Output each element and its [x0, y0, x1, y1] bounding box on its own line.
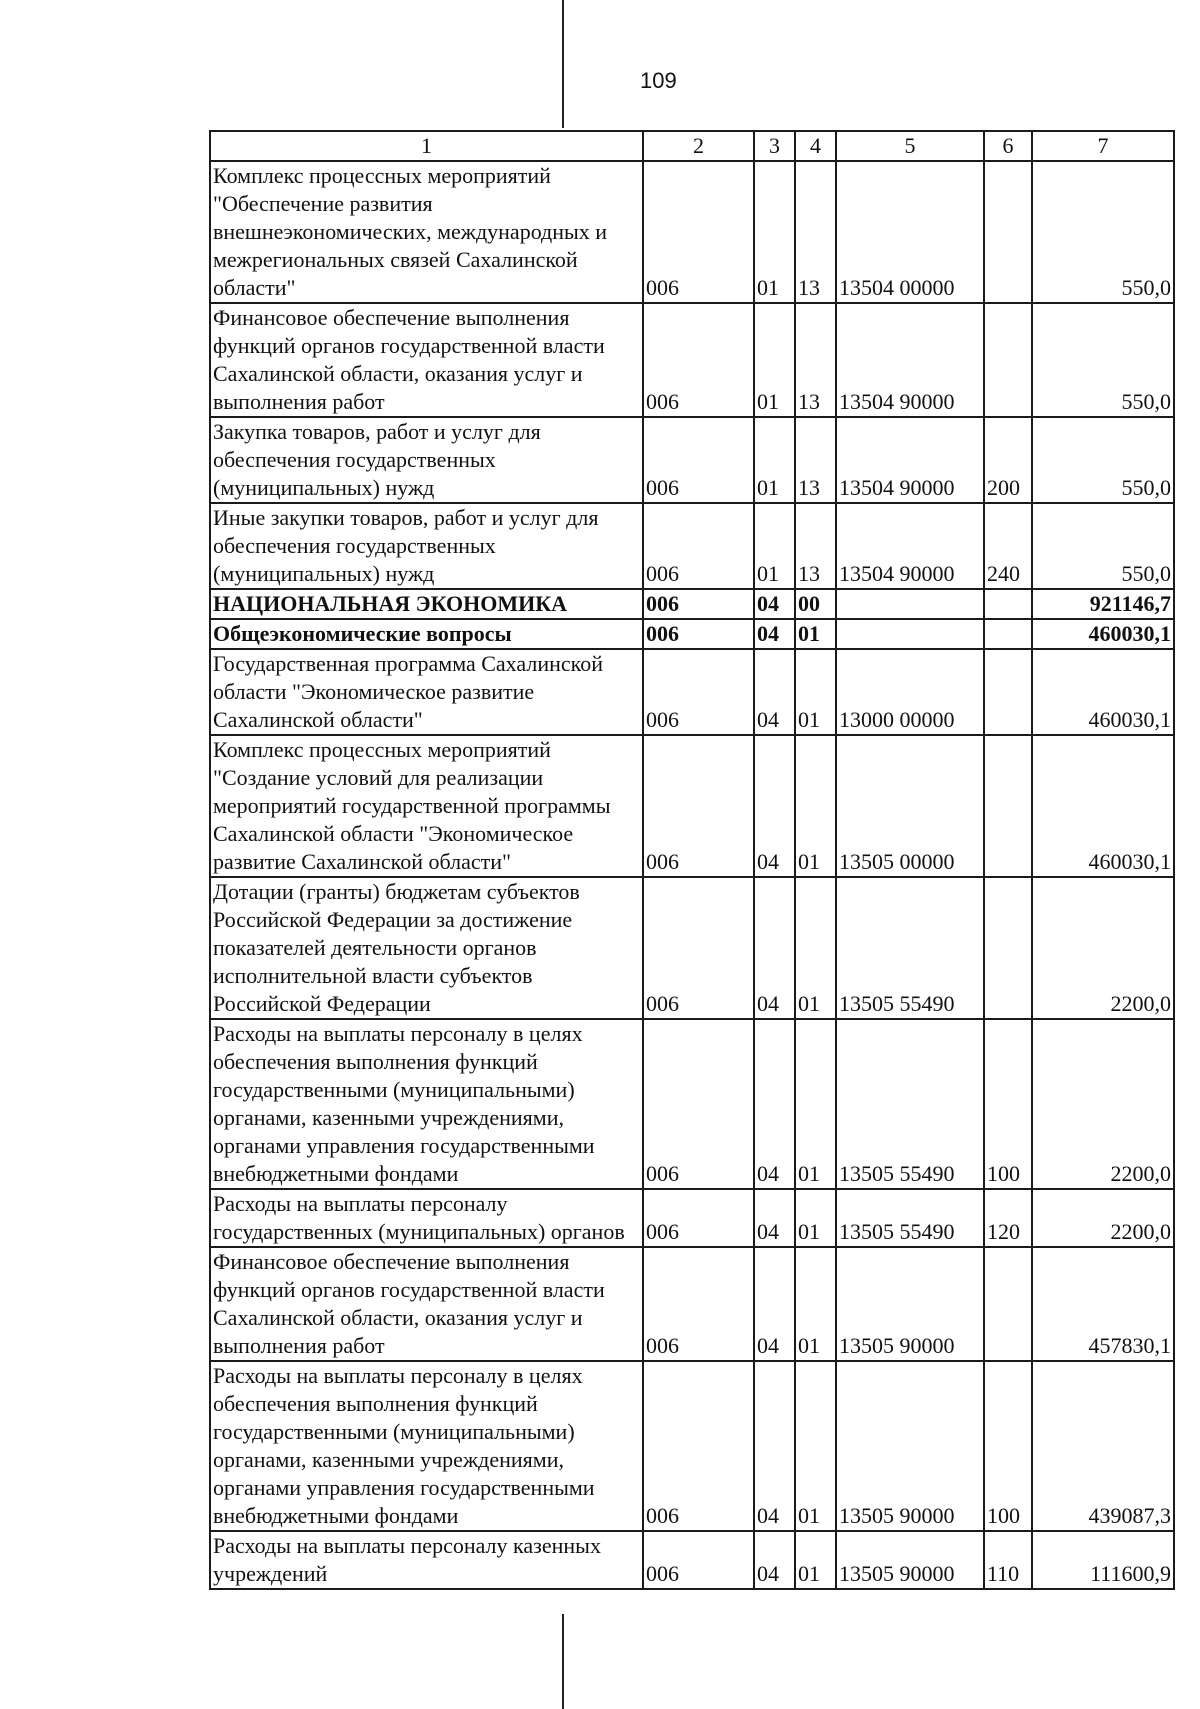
item-name-cell: Комплекс процессных мероприятий "Создание условий для реализации мероприятий государственной программы Сахалинской области "Экономическое развитие Сахалинской области"	[210, 735, 643, 877]
amount-cell: 457830,1	[1032, 1247, 1174, 1361]
item-name-cell: Расходы на выплаты персоналу в целях обеспечения выполнения функций государственными (муниципальными) органами, казенными учреждениями, органами управления государственными внебюджетными фондами	[210, 1361, 643, 1531]
subsection-code-cell: 01	[795, 877, 836, 1019]
target-item-code-cell: 13505 55490	[836, 1189, 984, 1247]
amount-cell: 550,0	[1032, 161, 1174, 303]
item-name-cell: Расходы на выплаты персоналу в целях обеспечения выполнения функций государственными (муниципальными) органами, казенными учреждениями, органами управления государственными внебюджетными фондами	[210, 1019, 643, 1189]
expense-type-code-cell: 100	[984, 1361, 1032, 1531]
ministry-code-cell: 006	[643, 735, 754, 877]
table-row	[210, 1247, 1174, 1361]
item-name-cell: Расходы на выплаты персоналу казенных учреждений	[210, 1531, 643, 1589]
section-code-cell: 04	[754, 1019, 795, 1189]
section-code-cell: 04	[754, 1247, 795, 1361]
subsection-code-cell: 13	[795, 161, 836, 303]
ministry-code-cell: 006	[643, 1361, 754, 1531]
item-name-cell: НАЦИОНАЛЬНАЯ ЭКОНОМИКА	[210, 589, 643, 619]
target-item-code-cell: 13505 55490	[836, 877, 984, 1019]
page-number: 109	[640, 68, 677, 93]
column-number-row	[210, 131, 1174, 161]
ministry-code-cell: 006	[643, 619, 754, 649]
column-header: 7	[1032, 131, 1174, 161]
table-row	[210, 649, 1174, 735]
expense-type-code-cell: 200	[984, 417, 1032, 503]
table-row	[210, 1531, 1174, 1589]
target-item-code-cell: 13504 90000	[836, 303, 984, 417]
ministry-code-cell: 006	[643, 1247, 754, 1361]
expense-type-code-cell	[984, 877, 1032, 1019]
amount-cell: 460030,1	[1032, 649, 1174, 735]
section-code-cell: 01	[754, 303, 795, 417]
target-item-code-cell: 13504 00000	[836, 161, 984, 303]
column-header: 6	[984, 131, 1032, 161]
section-code-cell: 04	[754, 1189, 795, 1247]
table-row	[210, 619, 1174, 649]
section-code-cell: 01	[754, 417, 795, 503]
amount-cell: 460030,1	[1032, 735, 1174, 877]
expense-type-code-cell: 100	[984, 1019, 1032, 1189]
column-header: 3	[754, 131, 795, 161]
expense-type-code-cell	[984, 1247, 1032, 1361]
item-name-cell: Финансовое обеспечение выполнения функций органов государственной власти Сахалинской области, оказания услуг и выполнения работ	[210, 1247, 643, 1361]
target-item-code-cell: 13000 00000	[836, 649, 984, 735]
subsection-code-cell: 01	[795, 1019, 836, 1189]
ministry-code-cell: 006	[643, 1531, 754, 1589]
ministry-code-cell: 006	[643, 649, 754, 735]
target-item-code-cell: 13505 55490	[836, 1019, 984, 1189]
budget-table-body	[210, 161, 1174, 1589]
item-name-cell: Иные закупки товаров, работ и услуг для обеспечения государственных (муниципальных) нужд	[210, 503, 643, 589]
section-code-cell: 04	[754, 1361, 795, 1531]
target-item-code-cell: 13505 90000	[836, 1361, 984, 1531]
column-header: 1	[210, 131, 643, 161]
amount-cell: 2200,0	[1032, 1189, 1174, 1247]
ministry-code-cell: 006	[643, 589, 754, 619]
section-code-cell: 01	[754, 503, 795, 589]
ministry-code-cell: 006	[643, 877, 754, 1019]
section-code-cell: 04	[754, 589, 795, 619]
expense-type-code-cell	[984, 589, 1032, 619]
subsection-code-cell: 01	[795, 1247, 836, 1361]
subsection-code-cell: 01	[795, 649, 836, 735]
amount-cell: 550,0	[1032, 417, 1174, 503]
subsection-code-cell: 00	[795, 589, 836, 619]
table-row	[210, 1019, 1174, 1189]
amount-cell: 550,0	[1032, 303, 1174, 417]
ministry-code-cell: 006	[643, 303, 754, 417]
table-row	[210, 417, 1174, 503]
section-code-cell: 04	[754, 877, 795, 1019]
table-row	[210, 735, 1174, 877]
target-item-code-cell: 13504 90000	[836, 503, 984, 589]
item-name-cell: Закупка товаров, работ и услуг для обеспечения государственных (муниципальных) нужд	[210, 417, 643, 503]
item-name-cell: Расходы на выплаты персоналу государственных (муниципальных) органов	[210, 1189, 643, 1247]
ministry-code-cell: 006	[643, 503, 754, 589]
ministry-code-cell: 006	[643, 161, 754, 303]
amount-cell: 550,0	[1032, 503, 1174, 589]
subsection-code-cell: 01	[795, 619, 836, 649]
table-row	[210, 1189, 1174, 1247]
expense-type-code-cell	[984, 649, 1032, 735]
section-code-cell: 01	[754, 161, 795, 303]
table-row	[210, 161, 1174, 303]
subsection-code-cell: 13	[795, 303, 836, 417]
section-code-cell: 04	[754, 649, 795, 735]
column-header: 5	[836, 131, 984, 161]
subsection-code-cell: 01	[795, 735, 836, 877]
expense-type-code-cell	[984, 161, 1032, 303]
item-name-cell: Комплекс процессных мероприятий "Обеспечение развития внешнеэкономических, международных и межрегиональных связей Сахалинской области"	[210, 161, 643, 303]
expense-type-code-cell	[984, 735, 1032, 877]
section-code-cell: 04	[754, 619, 795, 649]
amount-cell: 460030,1	[1032, 619, 1174, 649]
target-item-code-cell: 13505 00000	[836, 735, 984, 877]
expense-type-code-cell	[984, 303, 1032, 417]
target-item-code-cell: 13505 90000	[836, 1247, 984, 1361]
subsection-code-cell: 13	[795, 417, 836, 503]
item-name-cell: Государственная программа Сахалинской области "Экономическое развитие Сахалинской области"	[210, 649, 643, 735]
subsection-code-cell: 01	[795, 1361, 836, 1531]
table-row	[210, 503, 1174, 589]
budget-table	[209, 130, 1175, 1590]
amount-cell: 2200,0	[1032, 877, 1174, 1019]
table-row	[210, 877, 1174, 1019]
item-name-cell: Общеэкономические вопросы	[210, 619, 643, 649]
subsection-code-cell: 13	[795, 503, 836, 589]
target-item-code-cell	[836, 619, 984, 649]
section-code-cell: 04	[754, 1531, 795, 1589]
expense-type-code-cell	[984, 619, 1032, 649]
ministry-code-cell: 006	[643, 1189, 754, 1247]
binding-line-bottom	[562, 1614, 564, 1709]
table-row	[210, 303, 1174, 417]
subsection-code-cell: 01	[795, 1189, 836, 1247]
target-item-code-cell: 13504 90000	[836, 417, 984, 503]
item-name-cell: Финансовое обеспечение выполнения функций органов государственной власти Сахалинской области, оказания услуг и выполнения работ	[210, 303, 643, 417]
target-item-code-cell	[836, 589, 984, 619]
expense-type-code-cell: 240	[984, 503, 1032, 589]
subsection-code-cell: 01	[795, 1531, 836, 1589]
binding-line-top	[562, 0, 564, 128]
item-name-cell: Дотации (гранты) бюджетам субъектов Российской Федерации за достижение показателей деятельности органов исполнительной власти субъектов Российской Федерации	[210, 877, 643, 1019]
target-item-code-cell: 13505 90000	[836, 1531, 984, 1589]
section-code-cell: 04	[754, 735, 795, 877]
table-row	[210, 1361, 1174, 1531]
column-header: 4	[795, 131, 836, 161]
expense-type-code-cell: 110	[984, 1531, 1032, 1589]
column-header: 2	[643, 131, 754, 161]
amount-cell: 111600,9	[1032, 1531, 1174, 1589]
expense-type-code-cell: 120	[984, 1189, 1032, 1247]
amount-cell: 921146,7	[1032, 589, 1174, 619]
amount-cell: 2200,0	[1032, 1019, 1174, 1189]
amount-cell: 439087,3	[1032, 1361, 1174, 1531]
ministry-code-cell: 006	[643, 1019, 754, 1189]
table-row	[210, 589, 1174, 619]
ministry-code-cell: 006	[643, 417, 754, 503]
